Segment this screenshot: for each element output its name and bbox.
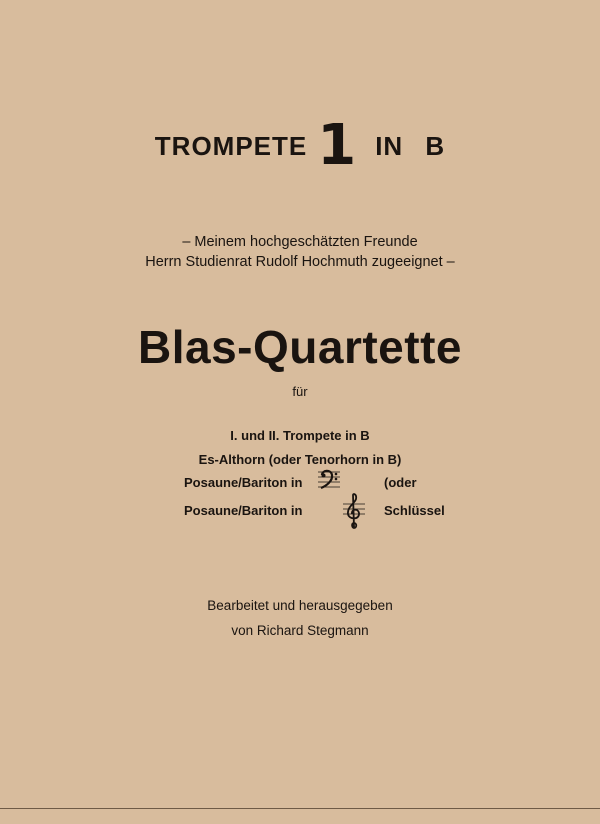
clef-rows: [0, 470, 600, 540]
dedication-line-2: Herrn Studienrat Rudolf Hochmuth zugeeignet –: [145, 254, 455, 270]
dedication-line-1: – Meinem hochgeschätzten Freunde: [182, 234, 418, 250]
instrument-line-4-right: Schlüssel: [384, 503, 445, 518]
instrument-key: IN B: [375, 131, 446, 161]
credits: [0, 593, 600, 643]
bass-clef-icon: [318, 468, 340, 492]
instrument-line-1: I. und II. Trompete in B: [230, 428, 370, 443]
instrument-line-4-left: Posaune/Bariton in: [184, 503, 303, 518]
page-title: Blas-Quartette: [138, 321, 462, 373]
treble-clef-icon: [343, 492, 365, 532]
instrument-line-3-left: Posaune/Bariton in: [184, 475, 303, 490]
credits-line-1: Bearbeitet und herausgegeben: [207, 598, 393, 613]
dedication: [0, 232, 600, 272]
instrument-line-3-right: (oder: [384, 475, 417, 490]
instrument-name: TROMPETE: [154, 131, 308, 161]
part-header: [0, 113, 600, 178]
instrument-line-2: Es-Althorn (oder Tenorhorn in B): [198, 452, 402, 467]
credits-line-2: von Richard Stegmann: [231, 623, 369, 638]
part-number: 1: [317, 113, 358, 178]
bottom-divider: [0, 808, 600, 809]
instrument-list: [0, 424, 600, 472]
fur-label: für: [292, 384, 308, 399]
